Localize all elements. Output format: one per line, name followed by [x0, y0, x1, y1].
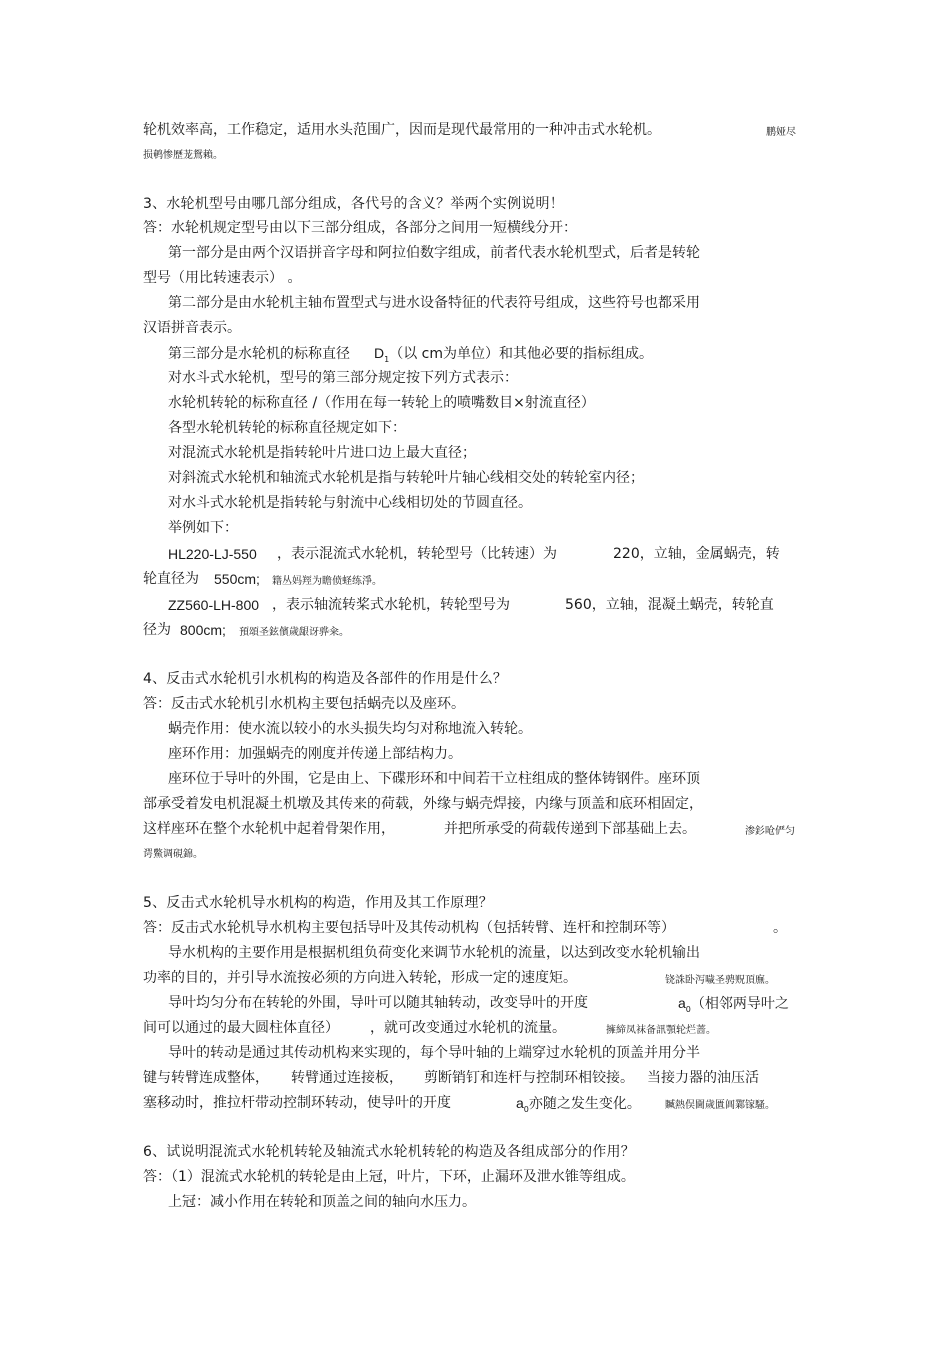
answer-text: 当接力器的油压活	[647, 1070, 759, 1086]
answer-line	[143, 269, 301, 287]
answer-line	[143, 969, 577, 987]
answer-text: 导叶均匀分布在转轮的外围，导叶可以随其轴转动，改变导叶的开度	[168, 995, 588, 1011]
answer-line	[168, 244, 700, 262]
garbled-text: 贓熱俣閫歲匱阊鄴镓騷。	[665, 1100, 775, 1111]
answer-text: 560，立轴，混凝土蜗壳，转轮直	[565, 597, 774, 613]
answer-text: （相邻两导叶之	[690, 996, 789, 1012]
answer-text: 剪断销钉和连杆与控制环相铰接。	[424, 1070, 634, 1086]
garbled-tail	[606, 1022, 716, 1040]
garbled-tail	[745, 823, 795, 841]
answer-text: 亦随之发生变化。	[528, 1096, 641, 1112]
answer-text: 转臂通过连接板，	[291, 1070, 403, 1086]
answer-line	[143, 1094, 451, 1112]
answer-text: 并把所承受的荷载传递到下部基础上去。	[444, 821, 696, 837]
answer-line	[277, 545, 557, 563]
answer-text: 对斜流式水轮机和轴流式水轮机是指与转轮叶片轴心线相交处的转轮室内径；	[168, 470, 644, 486]
question-3	[143, 195, 564, 213]
answer-line	[168, 1044, 700, 1062]
model-code: HL220-LJ-550	[168, 546, 257, 562]
garbled-tail	[766, 124, 796, 142]
answer-line	[168, 770, 700, 788]
answer-line	[143, 919, 675, 937]
answer-text: ，表示轴流转桨式水轮机，转轮型号为	[272, 597, 510, 613]
answer-text: 对水斗式水轮机，型号的第三部分规定按下列方式表示：	[168, 370, 518, 386]
answer-line	[143, 1069, 269, 1087]
answer-text: 轮直径为	[143, 571, 199, 587]
answer-text: 550cm;	[214, 571, 260, 587]
text-line	[143, 121, 661, 139]
model-code: ZZ560-LH-800	[168, 597, 260, 613]
answer-line	[143, 570, 199, 588]
answer-line	[168, 344, 653, 369]
answer-line	[168, 494, 532, 512]
answer-text: 举例如下：	[168, 520, 238, 536]
answer-text: 导叶的转动是通过其传动机构来实现的，每个导叶轴的上端穿过水轮机的顶盖并用分半	[168, 1045, 700, 1061]
answer-line	[143, 1019, 339, 1037]
question-6	[143, 1143, 635, 1161]
answer-text: 汉语拼音表示。	[143, 320, 241, 336]
question-text: 3、水轮机型号由哪几部分组成，各代号的含义？举两个实例说明！	[143, 196, 564, 212]
answer-line	[516, 1094, 641, 1119]
question-5	[143, 894, 493, 912]
answer-line	[143, 319, 241, 337]
question-text: 4、反击式水轮机引水机构的构造及各部件的作用是什么？	[143, 671, 508, 687]
example-code	[168, 545, 257, 563]
answer-text: 第三部分是水轮机的标称直径	[168, 346, 350, 362]
answer-line	[168, 720, 532, 738]
garbled-tail	[143, 846, 203, 864]
answer-line	[168, 294, 700, 312]
answer-line	[168, 994, 588, 1012]
question-text: 5、反击式水轮机导水机构的构造，作用及其工作原理？	[143, 895, 493, 911]
answer-text: 上冠：减小作用在转轮和顶盖之间的轴向水压力。	[168, 1194, 476, 1210]
garbled-text: 铙誅卧泻噦圣骋贶頂廡。	[665, 975, 775, 986]
answer-line	[424, 1069, 634, 1087]
garbled-tail	[665, 1097, 775, 1115]
symbol-text: D	[374, 345, 385, 361]
answer-text: 塞移动时，推拉杆带动控制环转动，使导叶的开度	[143, 1095, 451, 1111]
answer-text: 座环作用：加强蜗壳的刚度并传递上部结构力。	[168, 746, 462, 762]
answer-text: 键与转臂连成整体，	[143, 1070, 269, 1086]
question-text: 6、试说明混流式水轮机转轮及轴流式水轮机转轮的构造及各组成部分的作用？	[143, 1144, 635, 1160]
answer-text: 型号（用比转速表示） 。	[143, 270, 302, 286]
answer-text: 这样座环在整个水轮机中起着骨架作用，	[143, 821, 395, 837]
answer-line	[168, 519, 238, 537]
answer-line	[272, 596, 510, 614]
garbled-tail	[272, 573, 382, 591]
subscript-text: 1	[384, 354, 390, 364]
answer-line	[168, 369, 518, 387]
garbled-text: 谔鱉调硯錦。	[143, 849, 203, 860]
garbled-text: 擁締凤袜备訊顎轮烂蔷。	[606, 1025, 716, 1036]
example-code	[168, 596, 259, 614]
answer-text: 蜗壳作用：使水流以较小的水头损失均匀对称地流入转轮。	[168, 721, 532, 737]
answer-text: 。	[773, 920, 787, 936]
answer-text: 答：水轮机规定型号由以下三部分组成，各部分之间用一短横线分开：	[143, 220, 577, 236]
answer-text: （以 cm为单位）和其他必要的指标组成。	[389, 346, 654, 362]
answer-line	[168, 469, 644, 487]
answer-text: ，就可改变通过水轮机的流量。	[370, 1020, 566, 1036]
garbled-text: 损鹌惨歷茏鴛賴。	[143, 150, 223, 161]
answer-line	[143, 795, 703, 813]
garbled-text: 預頌圣鉉儐歲龈讶骅籴。	[239, 627, 349, 638]
answer-line	[180, 621, 226, 639]
answer-text: 对水斗式水轮机是指转轮与射流中心线相切处的节圆直径。	[168, 495, 532, 511]
answer-text: 导水机构的主要作用是根据机组负荷变化来调节水轮机的流量，以达到改变水轮机输出	[168, 945, 700, 961]
answer-line	[291, 1069, 403, 1087]
answer-line	[647, 1069, 759, 1087]
garbled-tail	[143, 147, 223, 165]
garbled-tail	[665, 972, 775, 990]
answer-text: ，表示混流式水轮机，转轮型号（比转速）为	[277, 546, 557, 562]
answer-line	[168, 419, 406, 437]
answer-line	[370, 1019, 566, 1037]
answer-line	[678, 994, 789, 1019]
answer-line	[168, 745, 462, 763]
answer-text: 径为	[143, 622, 171, 638]
answer-text: 功率的目的，并引导水流按必须的方向进入转轮，形成一定的速度矩。	[143, 970, 577, 986]
answer-line	[143, 219, 577, 237]
answer-line	[143, 695, 465, 713]
paragraph-text: 轮机效率高，工作稳定，适用水头范围广，因而是现代最常用的一种冲击式水轮机。	[143, 122, 661, 138]
answer-line	[168, 444, 476, 462]
answer-text: 第二部分是由水轮机主轴布置型式与进水设备特征的代表符号组成，这些符号也都采用	[168, 295, 700, 311]
question-4	[143, 670, 507, 688]
answer-text: 220，立轴，金属蜗壳，转	[613, 546, 780, 562]
garbled-text: 鹏娅尽	[766, 127, 796, 138]
answer-text: 800cm;	[180, 622, 226, 638]
symbol-text: a	[678, 995, 686, 1011]
answer-line	[168, 1193, 476, 1211]
answer-line	[613, 545, 780, 563]
answer-line	[143, 621, 171, 639]
garbled-tail	[239, 624, 349, 642]
garbled-text: 籍丛妈羥为瞻偾蛏练淨。	[272, 576, 382, 587]
answer-line	[773, 919, 787, 937]
answer-text: 部承受着发电机混凝土机墩及其传来的荷载，外缘与蜗壳焊接，内缘与顶盖和底环相固定，	[143, 796, 703, 812]
answer-line	[143, 820, 395, 838]
subscript-text: 0	[523, 1104, 529, 1114]
answer-line	[565, 596, 774, 614]
answer-text: 间可以通过的最大圆柱体直径）	[143, 1020, 339, 1036]
answer-text: 答：反击式水轮机引水机构主要包括蜗壳以及座环。	[143, 696, 465, 712]
answer-text: 对混流式水轮机是指转轮叶片进口边上最大直径；	[168, 445, 476, 461]
answer-text: 水轮机转轮的标称直径 /（作用在每一转轮上的喷嘴数目×射流直径）	[168, 395, 595, 411]
answer-text: 座环位于导叶的外围，它是由上、下碟形环和中间若干立柱组成的整体铸钢件。座环顶	[168, 771, 700, 787]
answer-line	[168, 394, 595, 412]
garbled-text: 渗釤呛俨匀	[745, 826, 795, 837]
answer-text: 第一部分是由两个汉语拼音字母和阿拉伯数字组成，前者代表水轮机型式，后者是转轮	[168, 245, 700, 261]
answer-text: 各型水轮机转轮的标称直径规定如下：	[168, 420, 406, 436]
answer-text: 答：（1）混流式水轮机的转轮是由上冠，叶片，下环，止漏环及泄水锥等组成。	[143, 1169, 635, 1185]
answer-line	[143, 1168, 635, 1186]
symbol-text: a	[516, 1095, 524, 1111]
answer-text: 答：反击式水轮机导水机构主要包括导叶及其传动机构（包括转臂、连杆和控制环等）	[143, 920, 675, 936]
answer-line	[168, 944, 700, 962]
answer-line	[214, 570, 260, 588]
answer-line	[444, 820, 696, 838]
subscript-text: 0	[685, 1004, 691, 1014]
